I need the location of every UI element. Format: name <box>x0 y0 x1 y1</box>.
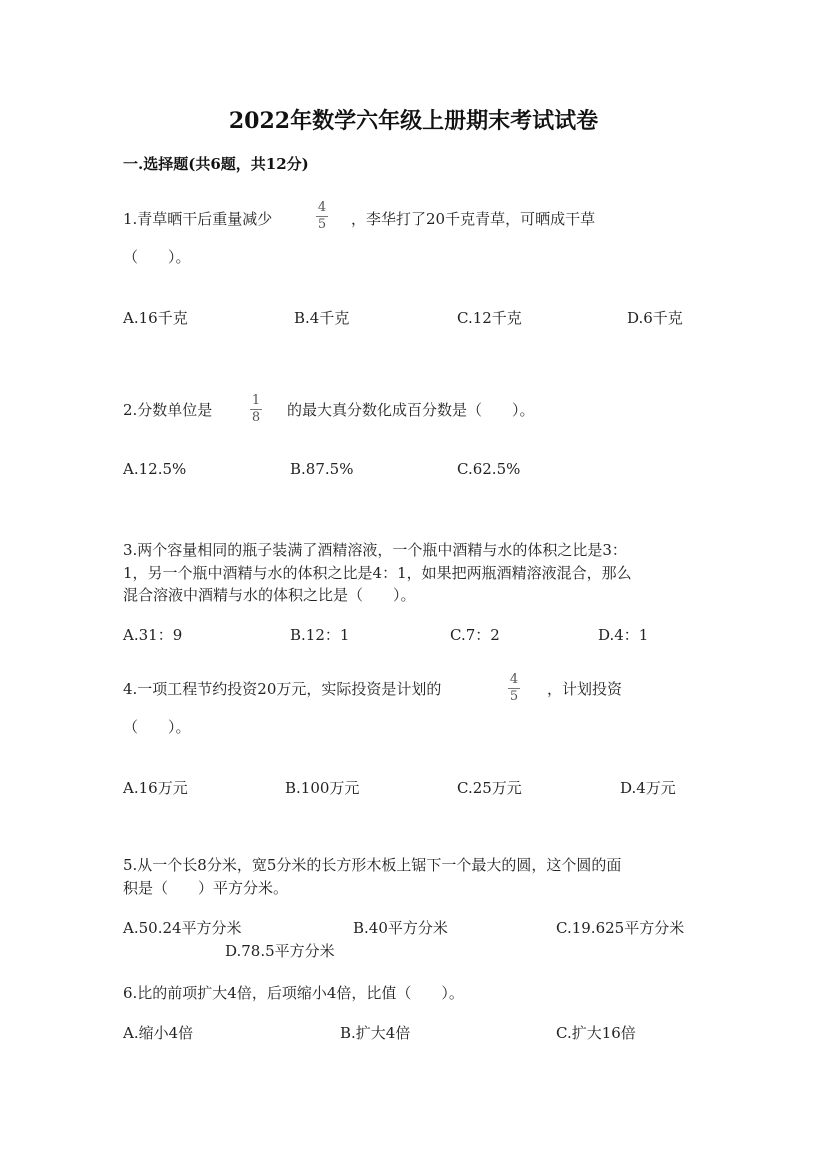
section-heading: 一.选择题(共6题，共12分) <box>123 155 309 173</box>
fraction-numerator: 4 <box>509 672 519 687</box>
question-4-text-a: 4.一项工程节约投资20万元，实际投资是计划的 <box>123 680 442 698</box>
option-a[interactable]: A.50.24平方分米 <box>123 919 242 937</box>
option-b[interactable]: B.100万元 <box>285 779 360 797</box>
question-4-blank: （ ）。 <box>123 718 191 736</box>
option-b[interactable]: B.87.5% <box>290 460 354 478</box>
option-a[interactable]: A.12.5% <box>123 460 187 478</box>
option-b[interactable]: B.4千克 <box>294 309 350 327</box>
question-2-text-b: 的最大真分数化成百分数是（ ）。 <box>287 401 535 419</box>
option-c[interactable]: C.62.5% <box>457 460 521 478</box>
question-6-text: 6.比的前项扩大4倍，后项缩小4倍，比值（ ）。 <box>123 984 464 1002</box>
option-d[interactable]: D.4：1 <box>598 626 649 644</box>
option-c[interactable]: C.12千克 <box>457 309 522 327</box>
question-5-line-1: 5.从一个长8分米，宽5分米的长方形木板上锯下一个最大的圆，这个圆的面 <box>123 856 622 874</box>
fraction-numerator: 1 <box>251 393 261 408</box>
fraction-numerator: 4 <box>317 200 327 215</box>
page-title: 2022年数学六年级上册期末考试试卷 <box>228 108 599 134</box>
question-4-text-b: ，计划投资 <box>547 680 623 698</box>
question-5-line-2: 积是（ ）平方分米。 <box>123 879 289 897</box>
question-1-text-b: ，李华打了20千克青草，可晒成干草 <box>351 210 596 228</box>
option-b[interactable]: B.12：1 <box>290 626 350 644</box>
question-3-line-3: 混合溶液中酒精与水的体积之比是（ ）。 <box>123 586 416 604</box>
option-a[interactable]: A.16万元 <box>123 779 188 797</box>
question-2-text-a: 2.分数单位是 <box>123 401 213 419</box>
fraction-denominator: 8 <box>251 410 261 425</box>
option-c[interactable]: C.扩大16倍 <box>556 1024 636 1042</box>
option-d[interactable]: D.6千克 <box>627 309 683 327</box>
option-a[interactable]: A.31：9 <box>123 626 183 644</box>
fraction-denominator: 5 <box>317 217 327 232</box>
question-1-text-a: 1.青草晒干后重量减少 <box>123 210 273 228</box>
question-1-fraction <box>316 201 328 232</box>
option-c[interactable]: C.7：2 <box>450 626 500 644</box>
option-d[interactable]: D.4万元 <box>620 779 676 797</box>
question-3-line-2: 1，另一个瓶中酒精与水的体积之比是4：1，如果把两瓶酒精溶液混合，那么 <box>123 564 632 582</box>
option-a[interactable]: A.16千克 <box>123 309 188 327</box>
question-3-line-1: 3.两个容量相同的瓶子装满了酒精溶液，一个瓶中酒精与水的体积之比是3： <box>123 541 627 559</box>
question-4-fraction <box>508 673 520 704</box>
option-c[interactable]: C.19.625平方分米 <box>556 919 685 937</box>
question-2-fraction <box>250 394 262 425</box>
option-d[interactable]: D.78.5平方分米 <box>225 942 335 960</box>
option-b[interactable]: B.扩大4倍 <box>340 1024 411 1042</box>
question-1-blank: （ ）。 <box>123 248 191 266</box>
option-a[interactable]: A.缩小4倍 <box>123 1024 194 1042</box>
option-c[interactable]: C.25万元 <box>457 779 522 797</box>
fraction-denominator: 5 <box>509 689 519 704</box>
option-b[interactable]: B.40平方分米 <box>353 919 448 937</box>
